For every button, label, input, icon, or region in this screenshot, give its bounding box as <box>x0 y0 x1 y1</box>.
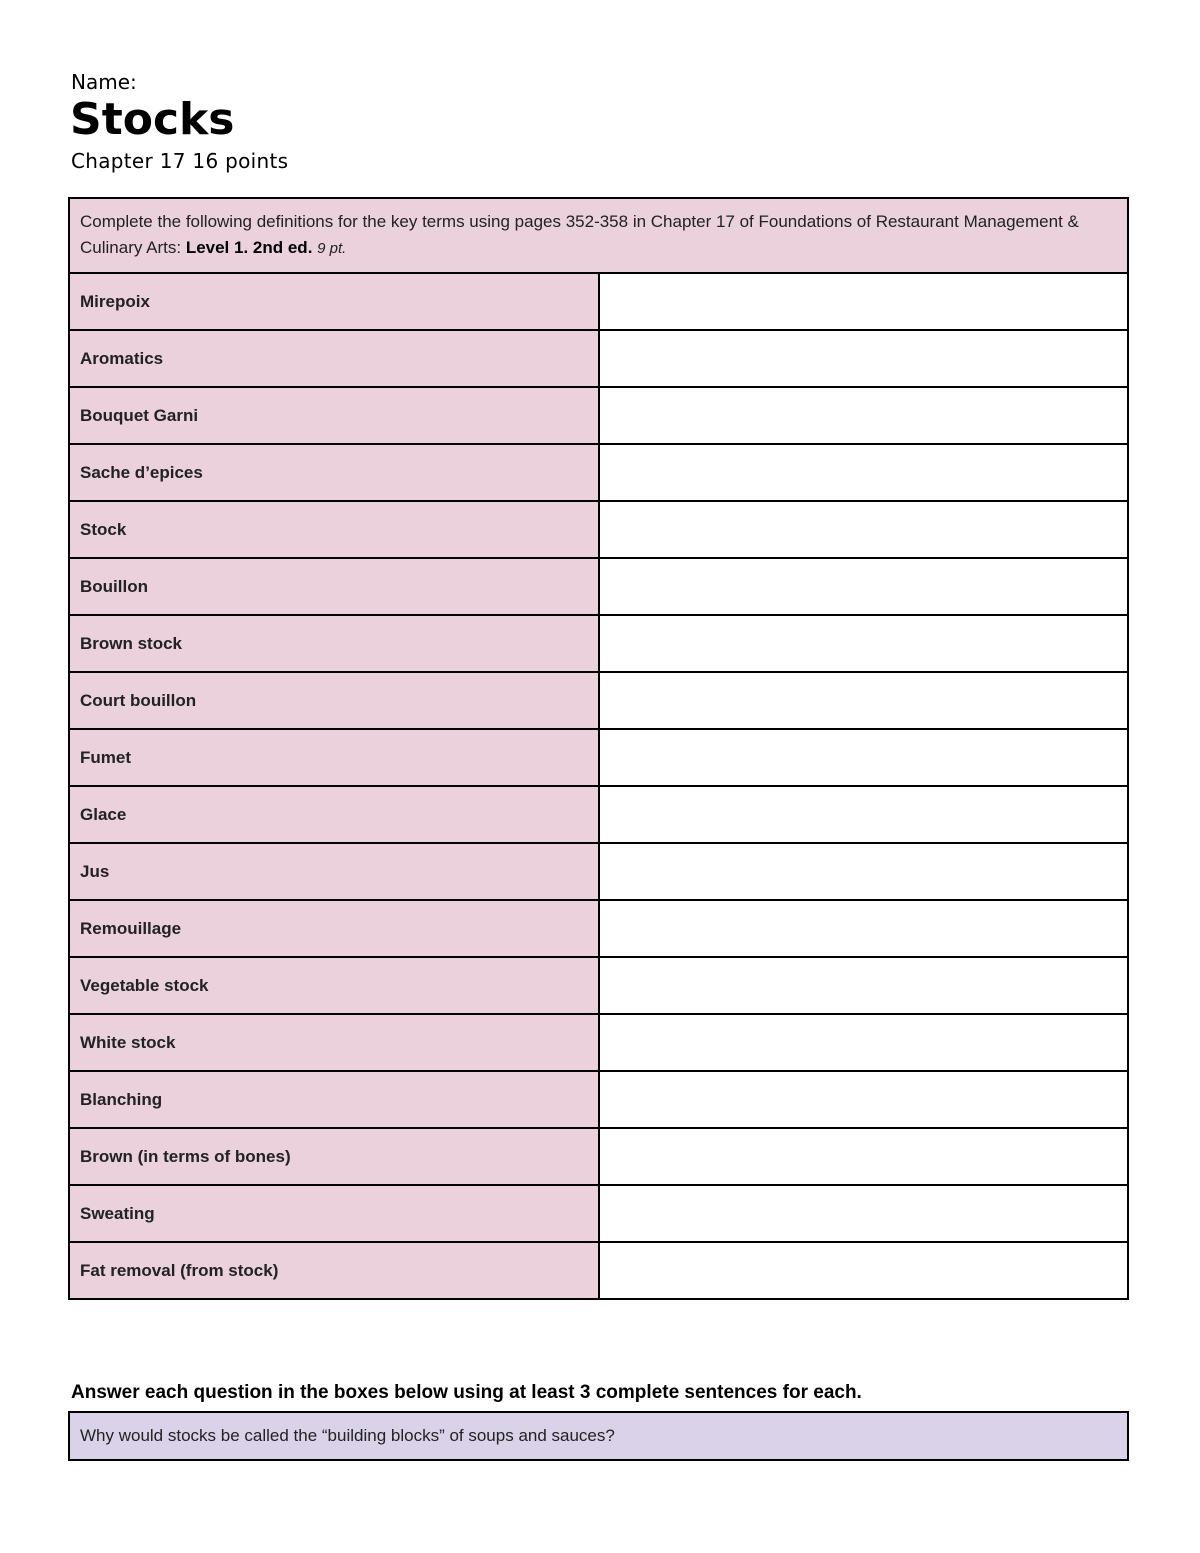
term-label: Aromatics <box>69 330 599 387</box>
table-row <box>69 615 1128 672</box>
table-row <box>69 273 1128 330</box>
definition-answer-field[interactable] <box>599 444 1129 501</box>
questions-heading: Answer each question in the boxes below using at least 3 complete sentences for each. <box>71 1382 862 1403</box>
page-subtitle: Chapter 17 16 points <box>71 149 289 173</box>
table-row <box>69 1014 1128 1071</box>
instructions-row <box>69 198 1128 273</box>
name-label: Name: <box>71 70 137 94</box>
definitions-table <box>68 197 1129 1300</box>
definition-answer-field[interactable] <box>599 672 1129 729</box>
table-row <box>69 1128 1128 1185</box>
question-prompt: Why would stocks be called the “building blocks” of soups and sauces? <box>80 1426 615 1445</box>
definition-answer-field[interactable] <box>599 1014 1129 1071</box>
definition-answer-field[interactable] <box>599 501 1129 558</box>
definition-answer-field[interactable] <box>599 1185 1129 1242</box>
table-row <box>69 672 1128 729</box>
term-label: Sache d’epices <box>69 444 599 501</box>
table-row <box>69 1242 1128 1299</box>
term-label: Jus <box>69 843 599 900</box>
term-label: Brown stock <box>69 615 599 672</box>
term-label: Bouillon <box>69 558 599 615</box>
term-label: Remouillage <box>69 900 599 957</box>
table-row <box>69 330 1128 387</box>
term-label: Sweating <box>69 1185 599 1242</box>
table-row <box>69 957 1128 1014</box>
page-title: Stocks <box>70 94 235 145</box>
instructions-text: Complete the following definitions for the key terms using pages 352-358 in Chapter 17 of Foundations of Restaurant Management & Culinary Arts: <box>80 212 1079 257</box>
term-label: Fat removal (from stock) <box>69 1242 599 1299</box>
table-row <box>69 1185 1128 1242</box>
table-row <box>69 786 1128 843</box>
definition-answer-field[interactable] <box>599 786 1129 843</box>
term-label: Blanching <box>69 1071 599 1128</box>
term-label: Brown (in terms of bones) <box>69 1128 599 1185</box>
definition-answer-field[interactable] <box>599 957 1129 1014</box>
instructions-cell <box>69 198 1128 273</box>
definition-answer-field[interactable] <box>599 1071 1129 1128</box>
definition-answer-field[interactable] <box>599 1128 1129 1185</box>
term-label: Fumet <box>69 729 599 786</box>
table-row <box>69 1071 1128 1128</box>
table-row <box>69 900 1128 957</box>
definition-answer-field[interactable] <box>599 273 1129 330</box>
table-row <box>69 843 1128 900</box>
table-row <box>69 501 1128 558</box>
table-row <box>69 558 1128 615</box>
definition-answer-field[interactable] <box>599 558 1129 615</box>
term-label: Bouquet Garni <box>69 387 599 444</box>
table-row <box>69 444 1128 501</box>
definition-answer-field[interactable] <box>599 387 1129 444</box>
definition-answer-field[interactable] <box>599 843 1129 900</box>
term-label: Glace <box>69 786 599 843</box>
term-label: Court bouillon <box>69 672 599 729</box>
definition-answer-field[interactable] <box>599 330 1129 387</box>
instructions-points: 9 pt. <box>317 240 347 257</box>
term-label: Vegetable stock <box>69 957 599 1014</box>
term-label: White stock <box>69 1014 599 1071</box>
instructions-edition: Level 1. 2nd ed. <box>185 238 313 257</box>
question-box[interactable] <box>68 1411 1129 1461</box>
table-row <box>69 387 1128 444</box>
table-row <box>69 729 1128 786</box>
definition-answer-field[interactable] <box>599 729 1129 786</box>
definition-answer-field[interactable] <box>599 1242 1129 1299</box>
term-label: Stock <box>69 501 599 558</box>
definition-answer-field[interactable] <box>599 900 1129 957</box>
term-label: Mirepoix <box>69 273 599 330</box>
definition-answer-field[interactable] <box>599 615 1129 672</box>
